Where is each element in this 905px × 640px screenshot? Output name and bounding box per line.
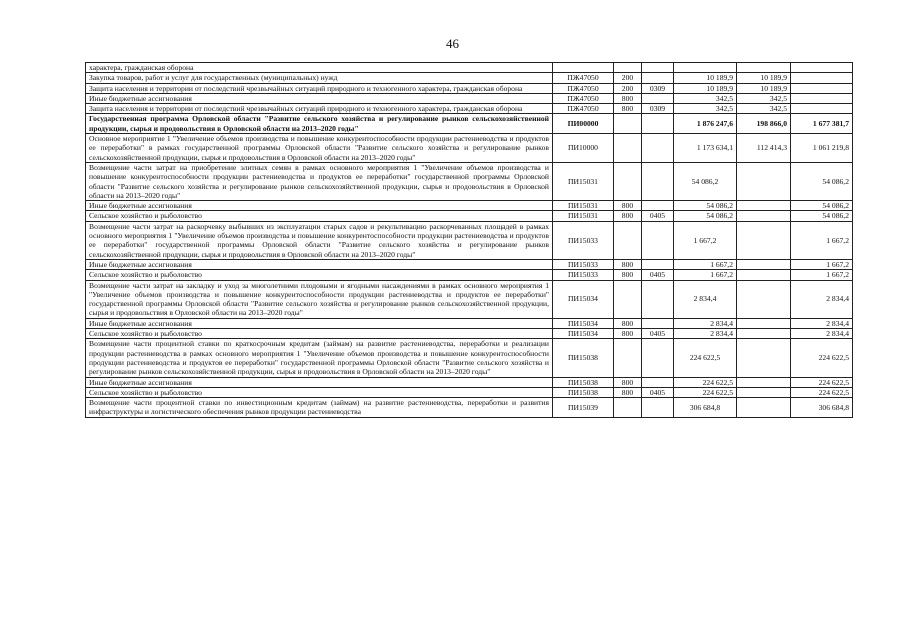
row-amount-2-cell — [737, 377, 791, 387]
table-row — [86, 134, 853, 163]
row-amount-1-cell: 10 189,9 — [674, 83, 737, 93]
row-code-cell: ПИ15031 — [553, 211, 614, 221]
row-expense-type-cell: 800 — [614, 387, 642, 397]
row-name-cell: Государственная программа Орловской области "Развитие сельского хозяйства и регулирование рынков сельскохозяйственной продукции, сырья и продовольствия в Орловской области на 2013–2020 годы" — [86, 114, 553, 134]
row-expense-type-cell — [614, 339, 642, 377]
row-expense-type-cell: 800 — [614, 270, 642, 280]
row-section-cell — [642, 114, 674, 134]
row-section-cell — [642, 221, 674, 259]
row-expense-type-cell: 800 — [614, 318, 642, 328]
row-section-cell — [642, 377, 674, 387]
row-code-cell: ПЖ47050 — [553, 93, 614, 103]
table-row — [86, 329, 853, 339]
row-code-cell: ПИ15038 — [553, 387, 614, 397]
row-amount-3-cell: 54 086,2 — [791, 162, 853, 200]
row-amount-1-cell: 342,5 — [674, 104, 737, 114]
row-amount-3-cell: 1 677 381,7 — [791, 114, 853, 134]
table-row — [86, 73, 853, 83]
table-row — [86, 93, 853, 103]
row-expense-type-cell: 800 — [614, 104, 642, 114]
row-amount-3-cell — [791, 93, 853, 103]
row-code-cell: ПЖ47050 — [553, 83, 614, 93]
row-amount-3-cell: 224 622,5 — [791, 387, 853, 397]
row-name-cell: Сельское хозяйство и рыболовство — [86, 211, 553, 221]
row-amount-2-cell — [737, 318, 791, 328]
row-name-cell: Возмещение части процентной ставки по инвестиционным кредитам (займам) на развитие растениеводства, переработки и развития инфраструктуры и логистического обеспечения рынков продукции растениеводства — [86, 398, 553, 418]
row-expense-type-cell — [614, 162, 642, 200]
row-name-cell: характера, гражданская оборона — [86, 63, 553, 73]
row-name-cell: Основное мероприятие 1 "Увеличение объемов производства и повышение конкурентоспособности продукции растениеводства и продуктов ее переработки" в рамках государственной программы Орловской области "Развитие сельского хозяйства и регулирование рынков сельскохозяйственной продукции, сырья и продовольствия в Орловской области на 2013–2020 годы" — [86, 134, 553, 163]
row-amount-3-cell — [791, 83, 853, 93]
row-amount-3-cell: 1 061 219,8 — [791, 134, 853, 163]
row-name-cell: Иные бюджетные ассигнования — [86, 93, 553, 103]
table-row — [86, 280, 853, 318]
row-amount-3-cell: 54 086,2 — [791, 201, 853, 211]
row-amount-2-cell — [737, 387, 791, 397]
row-amount-2-cell: 342,5 — [737, 93, 791, 103]
row-section-cell — [642, 134, 674, 163]
row-amount-1-cell: 54 086,2 — [674, 211, 737, 221]
row-code-cell: ПИ15038 — [553, 339, 614, 377]
row-amount-2-cell: 112 414,3 — [737, 134, 791, 163]
row-name-cell: Сельское хозяйство и рыболовство — [86, 329, 553, 339]
row-expense-type-cell — [614, 280, 642, 318]
row-amount-3-cell: 2 834,4 — [791, 280, 853, 318]
row-amount-3-cell — [791, 63, 853, 73]
row-expense-type-cell: 800 — [614, 211, 642, 221]
row-amount-2-cell — [737, 221, 791, 259]
row-amount-2-cell — [737, 63, 791, 73]
row-amount-2-cell: 198 866,0 — [737, 114, 791, 134]
row-amount-2-cell — [737, 329, 791, 339]
row-amount-1-cell: 342,5 — [674, 93, 737, 103]
row-code-cell: ПИ15033 — [553, 270, 614, 280]
row-name-cell: Иные бюджетные ассигнования — [86, 377, 553, 387]
table-row — [86, 387, 853, 397]
row-name-cell: Иные бюджетные ассигнования — [86, 259, 553, 269]
row-section-cell — [642, 162, 674, 200]
row-code-cell: ПИ15034 — [553, 329, 614, 339]
row-code-cell: ПИ15038 — [553, 377, 614, 387]
row-amount-3-cell — [791, 104, 853, 114]
table-row — [86, 318, 853, 328]
row-code-cell: ПИ15031 — [553, 162, 614, 200]
row-code-cell: ПИ10000 — [553, 134, 614, 163]
row-expense-type-cell: 800 — [614, 377, 642, 387]
row-name-cell: Возмещение части затрат на приобретение элитных семян в рамках основного мероприятия 1 "Увеличение объемов производства и повышение конкурентоспособности продукции растениеводства и продуктов ее переработки" государственной программы Орловской области "Развитие сельского хозяйства и регулирование рынков сельскохозяйственной продукции, сырья и продовольствия в Орловской области на 2013–2020 годы" — [86, 162, 553, 200]
row-amount-2-cell: 342,5 — [737, 104, 791, 114]
row-section-cell — [642, 280, 674, 318]
row-code-cell: ПЖ47050 — [553, 104, 614, 114]
row-amount-1-cell: 1 667,2 — [674, 270, 737, 280]
row-amount-2-cell — [737, 339, 791, 377]
row-name-cell: Возмещение части затрат на закладку и уход за многолетними плодовыми и ягодными насаждениями в рамках основного мероприятия 1 "Увеличение объемов производства и повышение конкурентоспособности продукции растениеводства и продуктов ее переработки" государственной программы Орловской области "Развитие сельского хозяйства и регулирование рынков сельскохозяйственной продукции, сырья и продовольствия в Орловской области на 2013–2020 годы" — [86, 280, 553, 318]
row-amount-3-cell: 224 622,5 — [791, 339, 853, 377]
row-amount-2-cell — [737, 280, 791, 318]
table-row — [86, 162, 853, 200]
row-expense-type-cell: 800 — [614, 93, 642, 103]
row-amount-1-cell: 224 622,5 — [674, 339, 737, 377]
row-code-cell: ПИ15034 — [553, 318, 614, 328]
row-code-cell: ПИ15039 — [553, 398, 614, 418]
row-section-cell: 0405 — [642, 387, 674, 397]
row-expense-type-cell: 800 — [614, 259, 642, 269]
row-amount-2-cell — [737, 162, 791, 200]
row-section-cell — [642, 63, 674, 73]
row-amount-1-cell: 2 834,4 — [674, 280, 737, 318]
row-amount-3-cell: 1 667,2 — [791, 270, 853, 280]
table-row — [86, 339, 853, 377]
row-amount-3-cell: 2 834,4 — [791, 318, 853, 328]
row-name-cell: Сельское хозяйство и рыболовство — [86, 270, 553, 280]
row-section-cell — [642, 398, 674, 418]
row-expense-type-cell — [614, 221, 642, 259]
table-row — [86, 114, 853, 134]
row-section-cell: 0405 — [642, 270, 674, 280]
row-name-cell: Возмещение части затрат на раскорчевку выбывших из эксплуатации старых садов и рекультивацию раскорчеванных площадей в рамках основного мероприятия 1 "Увеличение объемов производства и повышение конкурентоспособности продукции растениеводства и продуктов ее переработки" государственной программы Орловской области "Развитие сельского хозяйства и регулирование рынков сельскохозяйственной продукции, сырья и продовольствия в Орловской области на 2013–2020 годы" — [86, 221, 553, 259]
table-row — [86, 259, 853, 269]
row-amount-2-cell — [737, 201, 791, 211]
row-name-cell: Иные бюджетные ассигнования — [86, 318, 553, 328]
row-section-cell — [642, 93, 674, 103]
row-amount-2-cell: 10 189,9 — [737, 83, 791, 93]
row-section-cell — [642, 339, 674, 377]
row-expense-type-cell: 800 — [614, 201, 642, 211]
row-amount-1-cell: 54 086,2 — [674, 162, 737, 200]
row-section-cell: 0405 — [642, 211, 674, 221]
row-expense-type-cell — [614, 398, 642, 418]
row-amount-1-cell: 224 622,5 — [674, 387, 737, 397]
table-row — [86, 83, 853, 93]
table-row — [86, 270, 853, 280]
row-code-cell: ПИ15031 — [553, 201, 614, 211]
row-expense-type-cell: 200 — [614, 73, 642, 83]
row-amount-2-cell: 10 189,9 — [737, 73, 791, 83]
table-row — [86, 221, 853, 259]
row-amount-1-cell: 224 622,5 — [674, 377, 737, 387]
row-name-cell: Иные бюджетные ассигнования — [86, 201, 553, 211]
table-row — [86, 104, 853, 114]
table-row — [86, 398, 853, 418]
row-amount-3-cell: 54 086,2 — [791, 211, 853, 221]
table-row — [86, 377, 853, 387]
row-amount-1-cell: 54 086,2 — [674, 201, 737, 211]
row-code-cell — [553, 63, 614, 73]
row-section-cell — [642, 259, 674, 269]
row-section-cell — [642, 201, 674, 211]
row-amount-1-cell: 306 684,8 — [674, 398, 737, 418]
page-number: 46 — [446, 36, 459, 51]
row-name-cell: Защита населения и территории от последствий чрезвычайных ситуаций природного и техногенного характера, гражданская оборона — [86, 104, 553, 114]
table-row — [86, 201, 853, 211]
row-expense-type-cell — [614, 134, 642, 163]
row-amount-1-cell: 10 189,9 — [674, 73, 737, 83]
budget-table-body — [86, 63, 853, 418]
row-amount-3-cell: 1 667,2 — [791, 221, 853, 259]
row-amount-2-cell — [737, 259, 791, 269]
row-amount-1-cell: 1 173 634,1 — [674, 134, 737, 163]
row-expense-type-cell — [614, 63, 642, 73]
row-amount-3-cell: 2 834,4 — [791, 329, 853, 339]
row-amount-3-cell — [791, 73, 853, 83]
row-amount-3-cell: 306 684,8 — [791, 398, 853, 418]
row-expense-type-cell: 200 — [614, 83, 642, 93]
row-amount-1-cell: 1 667,2 — [674, 221, 737, 259]
row-expense-type-cell — [614, 114, 642, 134]
row-code-cell: ПИ15034 — [553, 280, 614, 318]
table-row — [86, 63, 853, 73]
row-amount-2-cell — [737, 398, 791, 418]
budget-table — [85, 62, 853, 418]
row-amount-2-cell — [737, 211, 791, 221]
row-amount-3-cell: 224 622,5 — [791, 377, 853, 387]
row-name-cell: Защита населения и территории от последствий чрезвычайных ситуаций природного и техногенного характера, гражданская оборона — [86, 83, 553, 93]
row-name-cell: Сельское хозяйство и рыболовство — [86, 387, 553, 397]
table-row — [86, 211, 853, 221]
row-amount-1-cell: 1 667,2 — [674, 259, 737, 269]
row-amount-1-cell: 2 834,4 — [674, 318, 737, 328]
row-amount-2-cell — [737, 270, 791, 280]
row-section-cell: 0309 — [642, 83, 674, 93]
row-section-cell: 0405 — [642, 329, 674, 339]
row-amount-1-cell: 2 834,4 — [674, 329, 737, 339]
row-code-cell: ПИ15033 — [553, 259, 614, 269]
row-code-cell: ПИ00000 — [553, 114, 614, 134]
row-code-cell: ПЖ47050 — [553, 73, 614, 83]
row-code-cell: ПИ15033 — [553, 221, 614, 259]
row-section-cell — [642, 318, 674, 328]
row-name-cell: Закупка товаров, работ и услуг для государственных (муниципальных) нужд — [86, 73, 553, 83]
row-expense-type-cell: 800 — [614, 329, 642, 339]
row-section-cell: 0309 — [642, 104, 674, 114]
row-section-cell — [642, 73, 674, 83]
row-amount-3-cell: 1 667,2 — [791, 259, 853, 269]
row-amount-1-cell: 1 876 247,6 — [674, 114, 737, 134]
row-name-cell: Возмещение части процентной ставки по краткосрочным кредитам (займам) на развитие растениеводства, переработки и реализации продукции растениеводства в рамках основного мероприятия 1 "Увеличение объемов производства и повышение конкурентоспособности продукции растениеводства и продуктов ее переработки" государственной программы Орловской области "Развитие сельского хозяйства и регулирование рынков сельскохозяйственной продукции, сырья и продовольствия в Орловской области на 2013–2020 годы" — [86, 339, 553, 377]
row-amount-1-cell — [674, 63, 737, 73]
